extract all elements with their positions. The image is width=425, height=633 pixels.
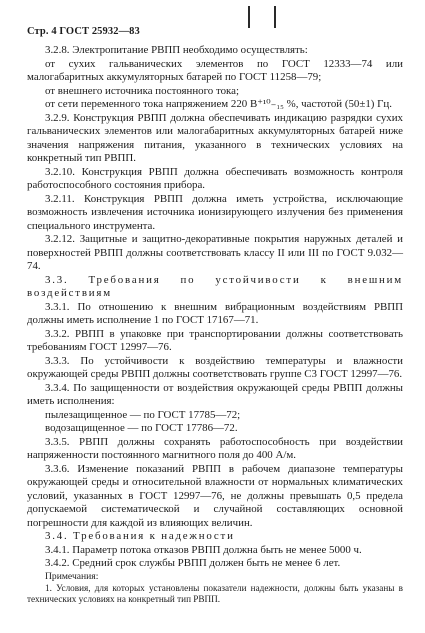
clause-3-3-4: 3.3.4. По защищенности от воздействия окружающей среды РВПП должны иметь исполнения:	[27, 381, 403, 407]
standard-code: ГОСТ 25932—83	[59, 26, 140, 37]
clause-3-4-1: 3.4.1. Параметр потока отказов РВПП должна быть не менее 5000 ч.	[45, 543, 362, 556]
page-number: Стр. 4	[27, 26, 57, 37]
power-option-mains: от сети переменного тока напряжением 220 В⁺¹⁰₋₁₅ %, частотой (50±1) Гц.	[45, 98, 392, 110]
power-option-batteries: от сухих гальванических элементов по ГОСТ 12333—74 или малогабаритных аккумуляторных батарей по ГОСТ 11258—79;	[27, 57, 403, 83]
page-header	[27, 26, 140, 37]
clause-3-2-11: 3.2.11. Конструкция РВПП должна иметь устройства, исключающие возможность извлечения источника ионизирующего излучения без применения специального инструмента.	[27, 192, 403, 232]
clause-3-4-2: 3.4.2. Средний срок службы РВПП должен быть не менее 6 лет.	[45, 557, 341, 569]
clause-3-3-2: 3.3.2. РВПП в упаковке при транспортировании должны соответствовать требованиям ГОСТ 12997—76.	[27, 327, 403, 353]
scan-mark	[248, 6, 250, 28]
notes-title: Примечания:	[45, 570, 99, 582]
scan-mark	[274, 6, 276, 28]
section-heading-3-4: 3.4. Требования к надежности	[45, 530, 235, 542]
clause-3-2-9: 3.2.9. Конструкция РВПП должна обеспечивать индикацию разрядки сухих гальванических элементов или малогабаритных аккумуляторных батарей ниже значения напряжения питания, указанного в технических условиях на конкретный тип РВПП.	[27, 111, 403, 164]
protection-dust: пылезащищенное — по ГОСТ 17785—72;	[45, 408, 241, 421]
protection-water: водозащищенное — по ГОСТ 17786—72.	[45, 422, 238, 434]
note-1: 1. Условия, для которых установлены показатели надежности, должны быть указаны в технических условиях на конкретный тип РВПП.	[27, 582, 403, 604]
clause-3-2-8: 3.2.8. Электропитание РВПП необходимо осуществлять:	[45, 44, 308, 56]
section-heading-3-3: 3.3. Требования по устойчивости к внешним воздействиям	[27, 273, 403, 299]
document-body	[27, 44, 403, 606]
clause-3-3-1: 3.3.1. По отношению к внешним вибрационным воздействиям РВПП должны иметь исполнение 1 по ГОСТ 17167—71.	[27, 300, 403, 326]
clause-3-2-10: 3.2.10. Конструкция РВПП должна обеспечивать возможность контроля работоспособного состояния прибора.	[27, 165, 403, 191]
clause-3-3-3: 3.3.3. По устойчивости к воздействию температуры и влажности окружающей среды РВПП должны соответствовать группе С3 ГОСТ 12997—76.	[27, 354, 403, 380]
clause-3-2-12: 3.2.12. Защитные и защитно-декоративные покрытия наружных деталей и поверхностей РВПП должны соответствовать классу II или III по ГОСТ 9.032—74.	[27, 233, 403, 272]
clause-3-3-6: 3.3.6. Изменение показаний РВПП в рабочем диапазоне температуры окружающей среды и относительной влажности от нормальных климатических условий, указанных в ГОСТ 12997—76, не должны превышать 0,5 предела допускаемой систематической и случайной составляющих основной погрешности для каждой из влияющих величин.	[27, 462, 403, 529]
clause-3-3-5: 3.3.5. РВПП должны сохранять работоспособность при воздействии напряженности постоянного магнитного поля до 400 А/м.	[27, 435, 403, 461]
power-option-external: от внешнего источника постоянного тока;	[45, 84, 240, 97]
